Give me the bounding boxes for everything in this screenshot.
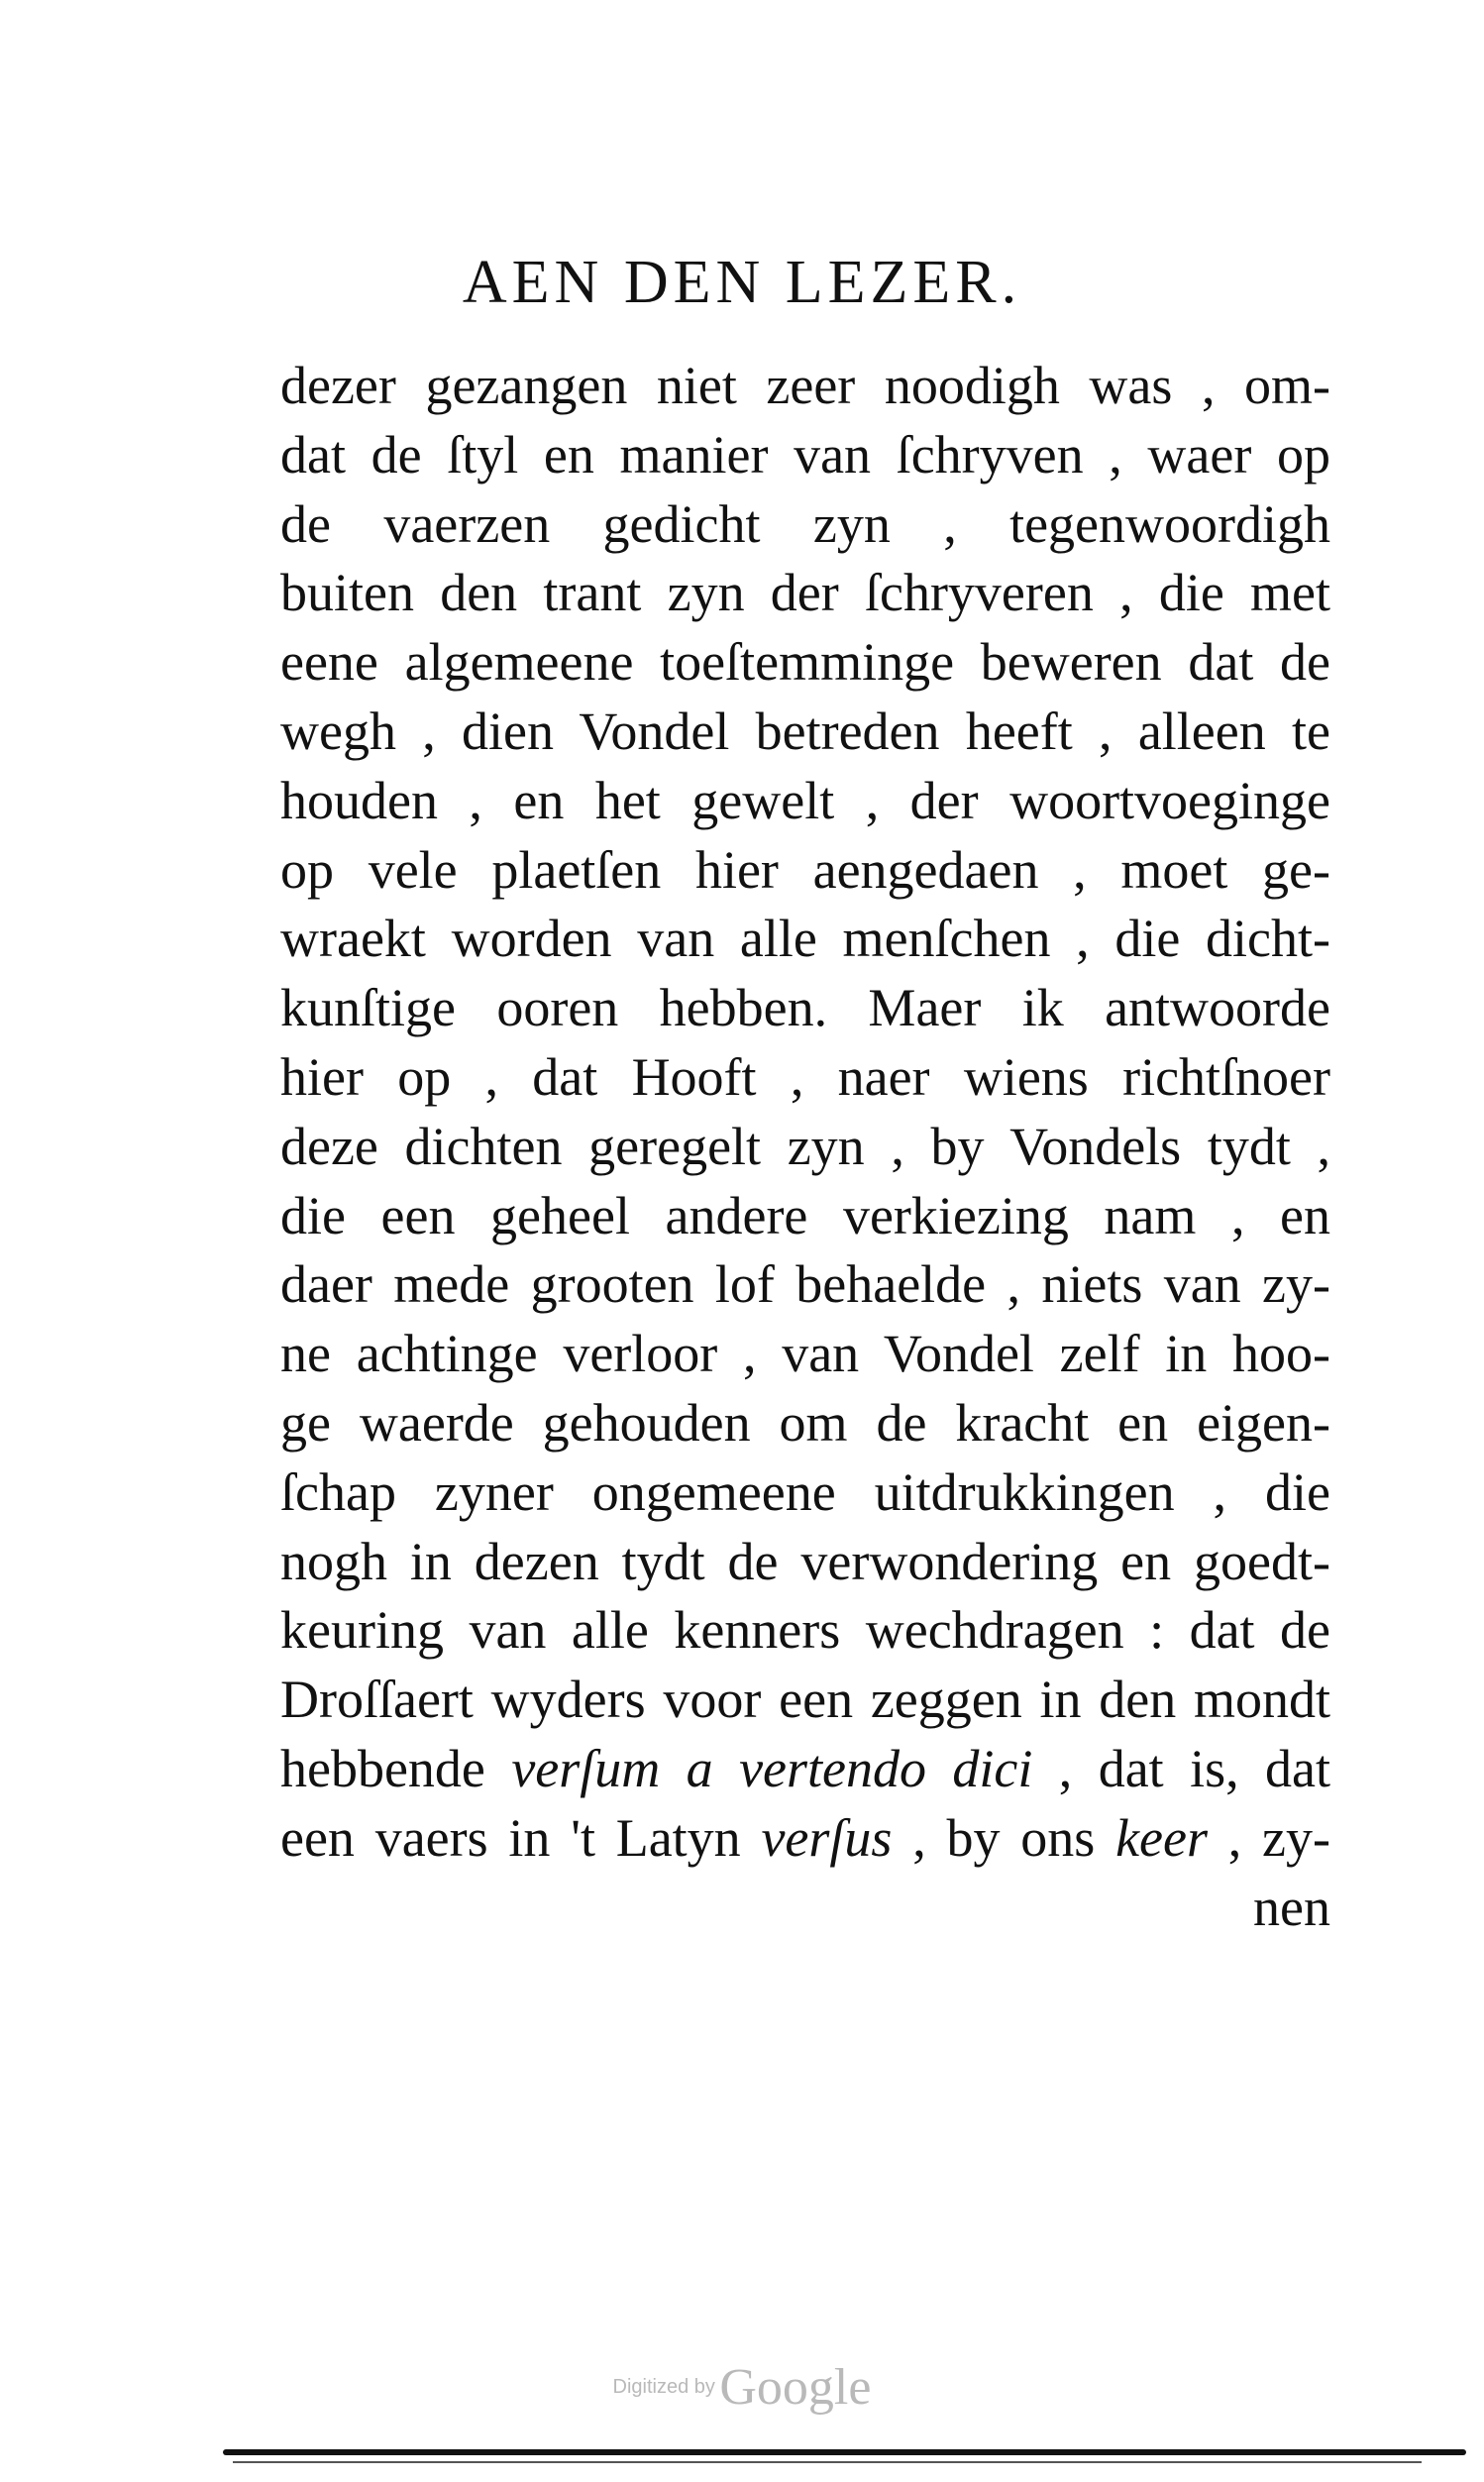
italic-word: keer bbox=[1115, 1807, 1208, 1868]
catchword: nen bbox=[1253, 1877, 1330, 1937]
text-line: wegh , dien Vondel betreden heeft , alleen te bbox=[280, 701, 1330, 761]
text-line-with-italic bbox=[280, 1804, 1330, 1874]
text-line: nogh in dezen tydt de verwondering en goedt- bbox=[280, 1531, 1330, 1591]
text-run: , zy- bbox=[1208, 1807, 1331, 1868]
bottom-scan-edge bbox=[223, 2449, 1466, 2455]
text-line: keuring van alle kenners wechdragen : dat de bbox=[280, 1600, 1330, 1661]
text-line: dezer gezangen niet zeer noodigh was , om- bbox=[280, 356, 1330, 415]
text-line: de vaerzen gedicht zyn , tegenwoordigh bbox=[280, 493, 1330, 554]
text-line: kunſtige ooren hebben. Maer ik antwoorde bbox=[280, 978, 1330, 1038]
text-line-with-italic bbox=[280, 1735, 1330, 1804]
text-line: eene algemeene toeſtemminge beweren dat de bbox=[280, 632, 1330, 693]
text-line: ne achtinge verloor , van Vondel zelf in hoo- bbox=[280, 1324, 1330, 1384]
italic-word: verſus bbox=[761, 1807, 893, 1868]
google-logo: Google bbox=[719, 2359, 872, 2416]
text-line: die een geheel andere verkiezing nam , en bbox=[280, 1185, 1330, 1245]
digitized-watermark bbox=[0, 2358, 1484, 2417]
page-title: AEN DEN LEZER. bbox=[462, 249, 1022, 316]
text-run: een vaers in 't Latyn bbox=[280, 1807, 762, 1868]
body-text bbox=[280, 352, 1330, 1942]
digitized-label: Digitized by bbox=[612, 2376, 715, 2398]
text-line: deze dichten geregelt zyn , by Vondels tydt , bbox=[280, 1116, 1330, 1176]
text-run: , by ons bbox=[892, 1807, 1116, 1868]
text-run: hebbende bbox=[280, 1738, 512, 1798]
italic-phrase: verſum a vertendo dici bbox=[511, 1738, 1033, 1798]
bottom-scan-edge-thin bbox=[233, 2461, 1422, 2463]
text-line: hier op , dat Hooft , naer wiens richtſnoer bbox=[280, 1046, 1330, 1107]
text-line: Droſſaert wyders voor een zeggen in den mondt bbox=[280, 1670, 1330, 1730]
text-line: ſchap zyner ongemeene uitdrukkingen , die bbox=[280, 1461, 1330, 1522]
text-line: buiten den trant zyn der ſchryveren , die met bbox=[280, 563, 1330, 623]
text-line: wraekt worden van alle menſchen , die dicht- bbox=[280, 909, 1330, 969]
text-run: , dat is, dat bbox=[1032, 1738, 1330, 1798]
text-line: houden , en het gewelt , der woortvoeginge bbox=[280, 770, 1330, 830]
text-line: dat de ſtyl en manier van ſchryven , waer op bbox=[280, 424, 1330, 485]
text-line: op vele plaetſen hier aengedaen , moet ge- bbox=[280, 839, 1330, 900]
text-line: ge waerde gehouden om de kracht en eigen- bbox=[280, 1392, 1330, 1453]
text-line: daer mede grooten lof behaelde , niets van zy- bbox=[280, 1254, 1330, 1315]
